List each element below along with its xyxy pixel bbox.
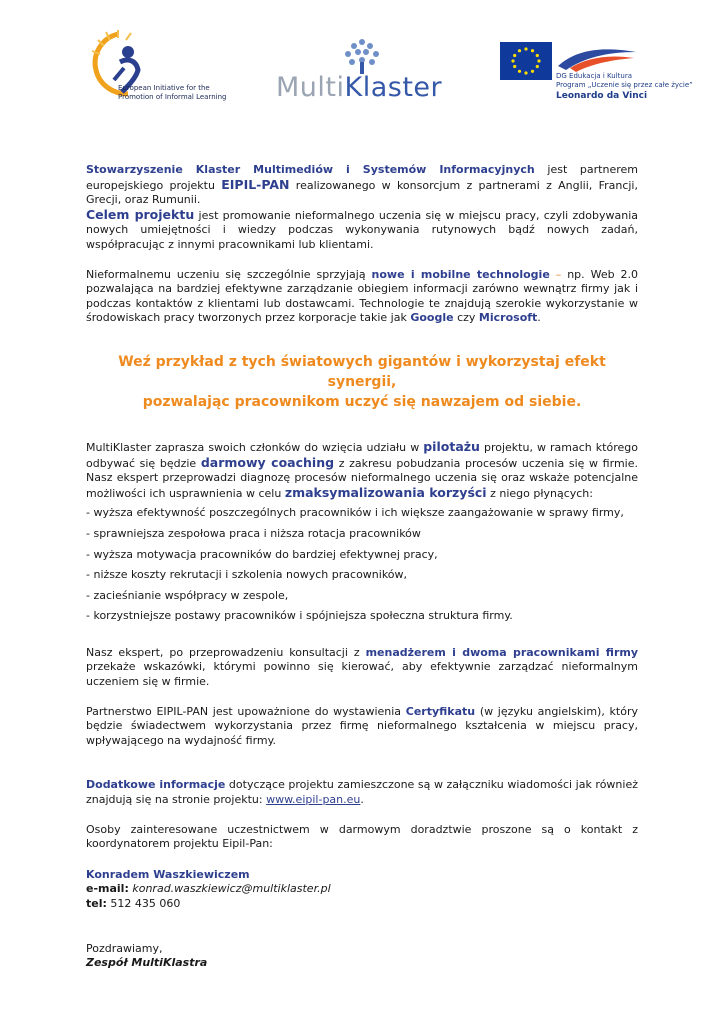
slogan: [86, 352, 638, 412]
signature: Zespół MultiKlastra: [86, 956, 208, 970]
expert-text-2: przekaże wskazówki, którymi powinno się kierować, aby efektywnie zarządzać nieformalnym uczeniem się w firmie.: [86, 660, 638, 689]
more-info-text: dotyczące projektu zamieszczone są w załączniku wiadomości jak również znajdują się na stronie projektu:: [86, 778, 638, 807]
pilot-text-1: MultiKlaster zaprasza swoich członków do wzięcia udziału w: [86, 440, 424, 454]
intro-text-1: jest partnerem europejskiego projektu: [86, 163, 638, 192]
pilot-text-4: z niego płynących:: [486, 486, 593, 500]
expert-paragraph: [86, 646, 638, 690]
contact-email-line: [86, 882, 638, 897]
cert-text-2: (w języku angielskim), który będzie świadectwem wykorzystania przez firmę nieformalnego kształcenia w miejscu pracy, wpływającego na wydajność firmy.: [86, 704, 638, 747]
list-item: - wyższa efektywność poszczególnych pracowników i ich większe zaangażowanie w sprawy firmy,: [86, 506, 624, 520]
goal-label: Celem projektu: [86, 206, 195, 222]
cert-text-1: Partnerstwo EIPIL-PAN jest upoważnione do wystawienia: [86, 704, 406, 718]
logo-klaster: Klaster: [344, 72, 443, 103]
pilot-text-3: z zakresu pobudzania procesów uczenia się w firmie. Nasz ekspert przeprowadzi diagnozę procesów nieformalnego uczenia się oraz wskaże potencjalne możliwości ich usprawnienia w celu: [86, 456, 638, 500]
intro-text-2: realizowanego w konsorcjum z partnerami z Anglii, Francji, Grecji, oraz Rumunii.: [86, 178, 638, 207]
page-header: [0, 0, 724, 120]
expert-text-1: Nasz ekspert, po przeprowadzeniu konsultacji z: [86, 645, 366, 659]
google-name: Google: [410, 311, 454, 325]
list-item: - wyższa motywacja pracowników do bardziej efektywnej pracy,: [86, 547, 438, 561]
eu-text-line1: DG Edukacja i Kultura: [556, 72, 633, 80]
coaching-highlight: darmowy coaching: [200, 454, 335, 470]
expert-highlight: menadżerem i dwoma pracownikami firmy: [365, 645, 638, 659]
goal-paragraph: [86, 208, 638, 253]
contact-name: Konradem Waszkiewiczem: [86, 867, 250, 881]
eipil-text-line1: European Initiative for the: [118, 84, 210, 92]
letter-body: [86, 163, 638, 971]
eu-text-line3: Leonardo da Vinci: [556, 91, 648, 101]
pilot-highlight: pilotażu: [423, 438, 480, 454]
cert-highlight: Certyfikatu: [405, 704, 476, 718]
greeting: Pozdrawiamy,: [86, 941, 163, 955]
benefits-list: [86, 506, 638, 624]
eu-program-text: [556, 72, 693, 101]
more-info-paragraph: [86, 778, 638, 807]
eipil-logo-text: [118, 84, 226, 102]
eipil-text-line2: Promotion of Informal Learning: [118, 93, 227, 101]
cert-paragraph: [86, 705, 638, 749]
slogan-line2: pozwalając pracownikom uczyć się nawzajem od siebie.: [142, 393, 582, 410]
list-item: - sprawniejsza zespołowa praca i niższa rotacja pracowników: [86, 526, 421, 540]
contact-email[interactable]: konrad.waszkiewicz@multiklaster.pl: [128, 882, 331, 896]
contact-block: [86, 868, 638, 912]
tech-highlight: nowe i mobilne technologie: [371, 267, 550, 281]
tech-czy: czy: [453, 311, 479, 325]
pilot-paragraph: [86, 440, 638, 501]
tech-text-1: Nieformalnemu uczeniu się szczególnie sprzyjają: [86, 267, 372, 281]
email-label: e-mail:: [86, 882, 129, 896]
tech-paragraph: [86, 268, 638, 326]
eu-flag-icon: [500, 42, 552, 80]
microsoft-name: Microsoft: [478, 311, 538, 325]
benefit-highlight: zmaksymalizowania korzyści: [284, 484, 487, 500]
tech-text-2: np. Web 2.0 pozwalająca na bardziej efektywne zarządzanie obiegiem informacji zarówno wewnątrz firmy jak i podczas kontaktów z klientami lub dostawcami. Technologie te znajdują szerokie wykorzystanie w środowiskach pracy tworzonych przez korporacje takie jak: [86, 267, 639, 325]
contact-tel-line: [86, 897, 638, 912]
pilot-text-2: projektu, w ramach którego odbywać się będzie: [86, 440, 638, 470]
tech-end: .: [537, 311, 541, 325]
slogan-line1: Weź przykład z tych światowych gigantów i wykorzystaj efekt synergii,: [118, 353, 606, 390]
logo-multi: Multi: [276, 72, 345, 103]
more-info-highlight: Dodatkowe informacje: [86, 778, 226, 792]
contact-tel: 512 435 060: [106, 897, 181, 910]
closing-block: [86, 942, 638, 971]
project-name: EIPIL-PAN: [221, 176, 290, 192]
list-item: - niższe koszty rekrutacji i szkolenia nowych pracowników,: [86, 568, 408, 582]
multiklaster-logo: [276, 72, 442, 103]
more-info-end: .: [360, 793, 364, 807]
project-website-link[interactable]: www.eipil-pan.eu: [266, 793, 361, 807]
eu-text-line2: Program „Uczenie się przez całe życie”: [556, 81, 693, 89]
tech-dash: –: [549, 267, 568, 281]
org-name: Stowarzyszenie Klaster Multimediów i Systemów Informacyjnych: [86, 163, 535, 176]
contact-intro: Osoby zainteresowane uczestnictwem w darmowym doradztwie proszone są o kontakt z koordynatorem projektu Eipil-Pan:: [86, 822, 638, 851]
goal-text: jest promowanie nieformalnego uczenia się w miejscu pracy, czyli zdobywania nowych umiejętności i wiedzy podczas wykonywania rutynowych bądź nowych zadań, współpracując z innymi pracownikami lub klientami.: [86, 208, 638, 251]
list-item: - zacieśnianie współpracy w zespole,: [86, 588, 289, 602]
intro-paragraph: [86, 163, 638, 208]
list-item: - korzystniejsze postawy pracowników i spójniejsza społeczna struktura firmy.: [86, 609, 513, 623]
tel-label: tel:: [86, 897, 107, 910]
